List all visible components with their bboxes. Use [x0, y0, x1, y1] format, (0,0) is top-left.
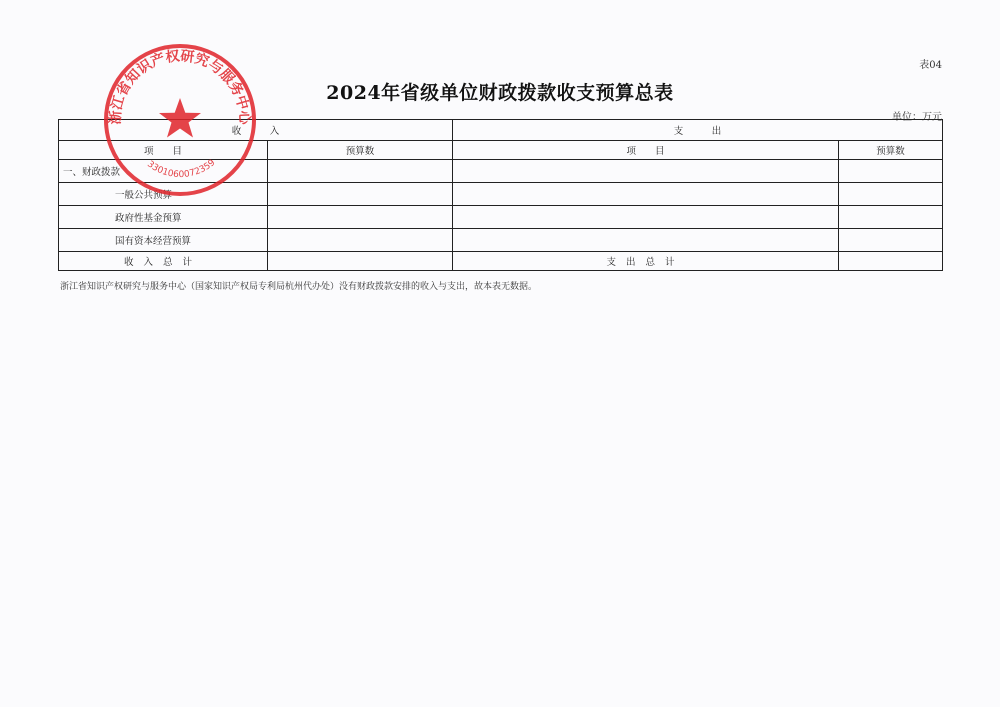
income-total-value — [268, 252, 453, 271]
row-label: 一般公共预算 — [59, 183, 268, 206]
page-title: 2024年省级单位财政拨款收支预算总表 — [326, 82, 674, 104]
col-budget-header: 预算数 — [268, 141, 453, 160]
expense-header: 支 出 — [453, 120, 943, 141]
row-label-right — [453, 183, 839, 206]
row-value — [268, 160, 453, 183]
unit-label: 单位：万元 — [892, 112, 942, 123]
official-seal — [100, 40, 260, 200]
row-value — [268, 229, 453, 252]
row-value-right — [839, 206, 943, 229]
col-item-right-header: 项 目 — [453, 141, 839, 160]
row-value-right — [839, 160, 943, 183]
seal-code: 3301060072359 — [145, 157, 218, 181]
footnote: 浙江省知识产权研究与服务中心（国家知识产权局专利局杭州代办处）没有财政拨款安排的收入与支出，故本表无数据。 — [60, 282, 538, 292]
row-label-right — [453, 229, 839, 252]
row-label: 国有资本经营预算 — [59, 229, 268, 252]
star-icon — [159, 98, 201, 138]
income-total-label: 收入总计 — [59, 252, 268, 271]
row-value-right — [839, 229, 943, 252]
expense-total-value — [839, 252, 943, 271]
row-label-right — [453, 206, 839, 229]
row-label: 政府性基金预算 — [59, 206, 268, 229]
income-header: 收 入 — [59, 120, 453, 141]
col-item-header: 项 目 — [59, 141, 268, 160]
row-value — [268, 183, 453, 206]
row-label: 一、财政拨款 — [59, 160, 268, 183]
table-row — [59, 229, 943, 252]
form-number: 表04 — [919, 60, 942, 71]
table-total-row — [59, 252, 943, 271]
col-budget-right-header: 预算数 — [839, 141, 943, 160]
expense-total-label: 支出总计 — [453, 252, 839, 271]
row-value-right — [839, 183, 943, 206]
row-label-right — [453, 160, 839, 183]
row-value — [268, 206, 453, 229]
table-row — [59, 206, 943, 229]
seal-text: 浙江省知识产权研究与服务中心 — [107, 48, 253, 125]
